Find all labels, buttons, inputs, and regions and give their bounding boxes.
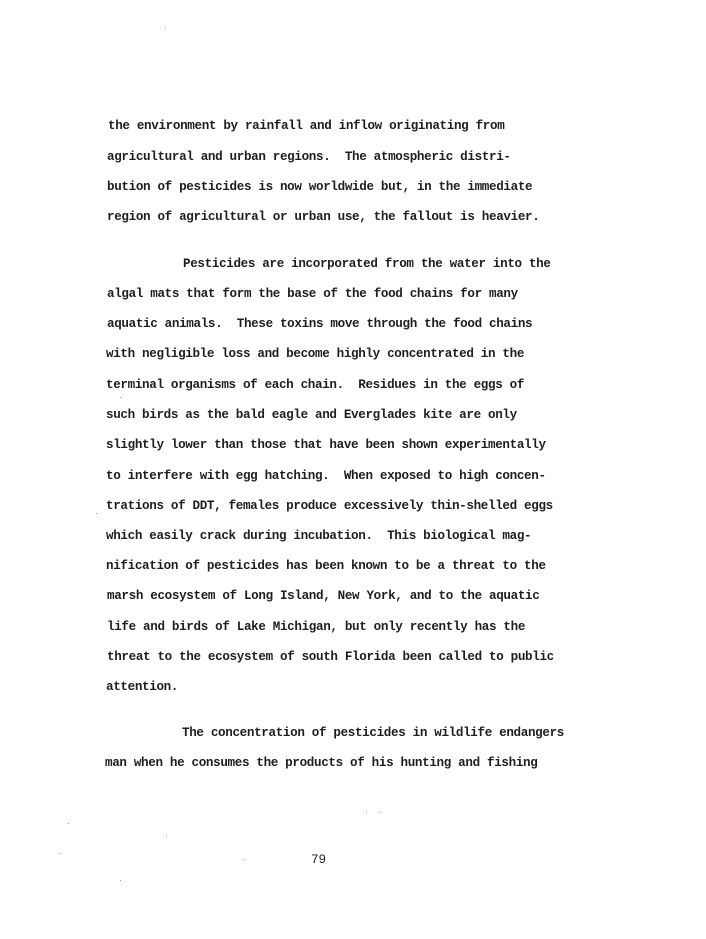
text-line: trations of DDT, females produce excessively thin-shelled eggs [106, 499, 553, 513]
text-line: threat to the ecosystem of south Florida been called to public [107, 650, 554, 664]
text-line: nification of pesticides has been known to be a threat to the [106, 559, 546, 573]
text-line: agricultural and urban regions. The atmospheric distri- [107, 150, 511, 164]
scan-speck [165, 28, 166, 29]
scan-speck [243, 859, 244, 860]
text-line: marsh ecosystem of Long Island, New York, and to the aquatic [107, 589, 540, 603]
page-number: 79 [311, 853, 327, 867]
text-line: to interfere with egg hatching. When exposed to high concen- [106, 469, 546, 483]
text-line: bution of pesticides is now worldwide but, in the immediate [107, 180, 533, 194]
scan-speck [366, 811, 367, 812]
scan-speck [60, 853, 61, 854]
text-line: The concentration of pesticides in wildlife endangers [182, 726, 564, 740]
text-line: algal mats that form the base of the food chains for many [107, 287, 518, 301]
text-line: man when he consumes the products of his hunting and fishing [105, 756, 538, 770]
text-line: terminal organisms of each chain. Residues in the eggs of [106, 378, 525, 392]
scan-speck [120, 397, 121, 398]
scan-speck [166, 836, 167, 837]
scan-speck [96, 513, 97, 514]
scan-speck [68, 823, 69, 824]
text-line: aquatic animals. These toxins move through the food chains [107, 317, 533, 331]
text-line: the environment by rainfall and inflow originating from [108, 119, 505, 133]
text-line: attention. [106, 680, 179, 694]
text-line: such birds as the bald eagle and Everglades kite are only [106, 408, 517, 422]
text-line: Pesticides are incorporated from the water into the [183, 257, 551, 271]
scan-speck [120, 880, 121, 881]
text-line: region of agricultural or urban use, the fallout is heavier. [107, 210, 540, 224]
text-line: with negligible loss and become highly concentrated in the [106, 347, 525, 361]
scan-speck [379, 812, 380, 813]
text-line: which easily crack during incubation. This biological mag- [106, 529, 532, 543]
text-line: slightly lower than those that have been shown experimentally [106, 438, 546, 452]
text-line: life and birds of Lake Michigan, but only recently has the [107, 620, 526, 634]
